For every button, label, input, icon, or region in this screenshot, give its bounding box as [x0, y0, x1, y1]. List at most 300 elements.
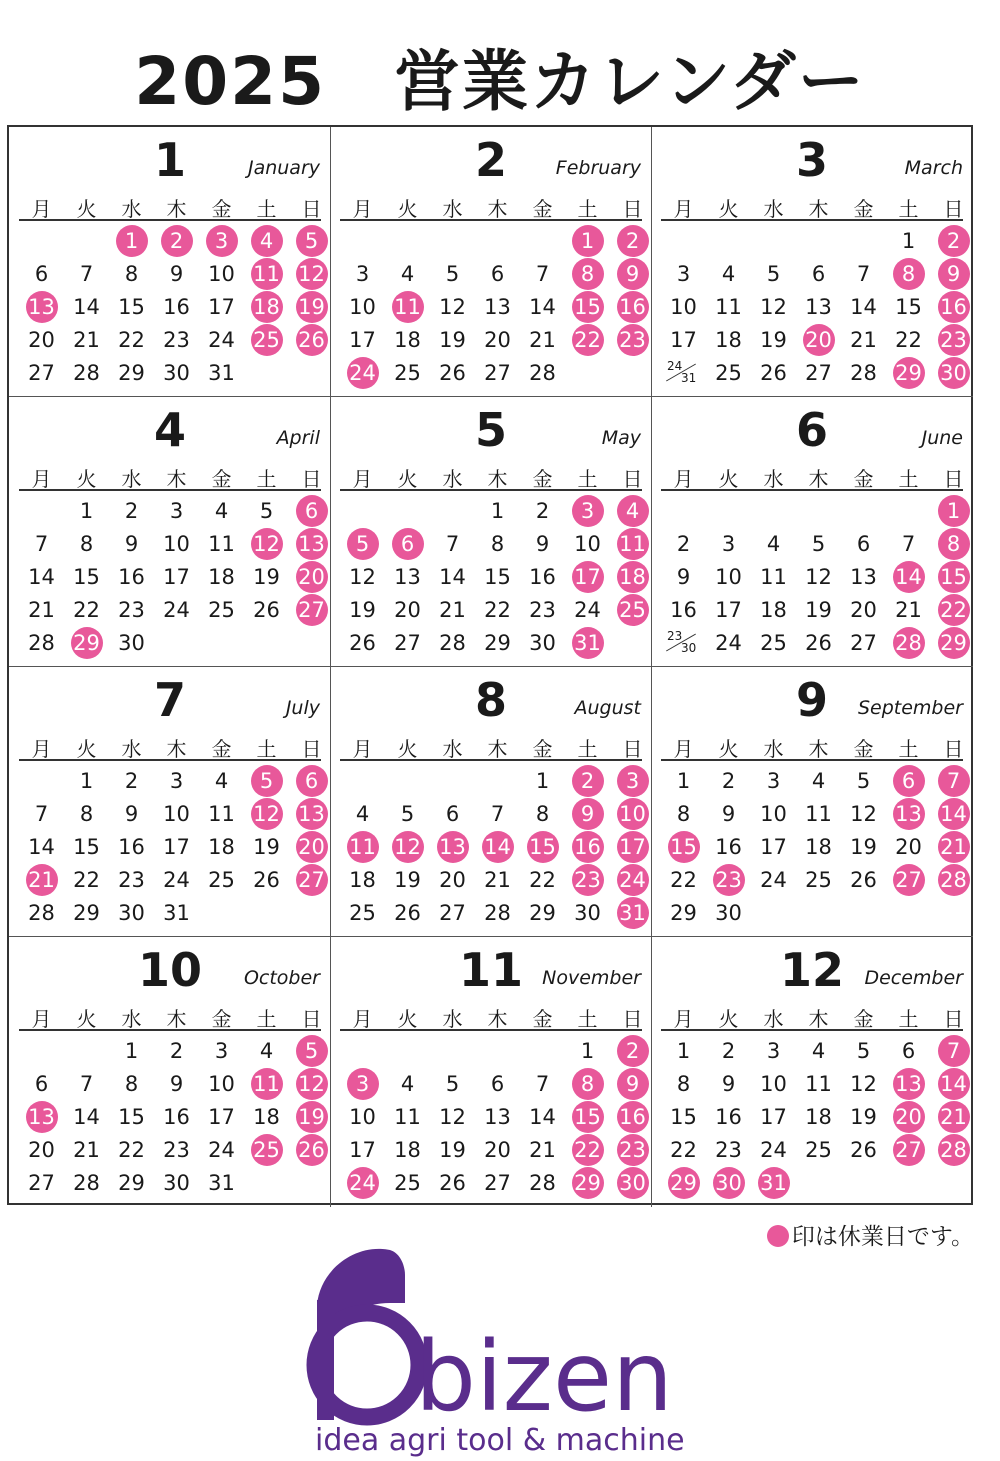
- day-cell: 30: [118, 901, 145, 925]
- day-cell-holiday: 5: [244, 765, 289, 798]
- day-cell: 19: [850, 835, 877, 859]
- day-cell-holiday: 18: [610, 561, 655, 594]
- day-cell: 12: [439, 295, 466, 319]
- month-name: April: [276, 427, 320, 449]
- day-cell: 19: [394, 868, 421, 892]
- day-cell: 15: [118, 1105, 145, 1129]
- weekday-header: 月: [352, 737, 373, 761]
- day-cell: 20: [28, 1138, 55, 1162]
- day-cell-holiday: 24: [340, 1167, 385, 1200]
- day-cell-holiday: 13: [289, 528, 334, 561]
- month-block-5: [330, 397, 652, 667]
- day-cell: 23: [163, 328, 190, 352]
- weekday-header: 火: [76, 737, 97, 761]
- weekday-header: 火: [397, 737, 418, 761]
- day-cell: 10: [208, 262, 235, 286]
- day-cell: 9: [535, 532, 550, 556]
- day-cell: 18: [760, 598, 787, 622]
- weekday-header: 水: [121, 737, 142, 761]
- day-cell: 21: [73, 328, 100, 352]
- weekday-header: 日: [943, 467, 964, 491]
- day-cell: 11: [208, 802, 235, 826]
- day-cell: 21: [895, 598, 922, 622]
- day-cell-holiday: 24: [340, 357, 385, 390]
- day-cell-holiday: 2: [154, 225, 199, 258]
- day-cell: 31: [208, 1171, 235, 1195]
- day-cell: 1: [580, 1039, 595, 1063]
- month-block-11: [330, 937, 652, 1207]
- weekday-header: 水: [442, 467, 463, 491]
- day-cell: 30: [163, 1171, 190, 1195]
- day-cell: 7: [79, 262, 94, 286]
- day-cell: 22: [670, 1138, 697, 1162]
- day-cell: 29: [73, 901, 100, 925]
- day-cell: 26: [253, 868, 280, 892]
- weekday-header: 水: [121, 1007, 142, 1031]
- day-cell: 5: [766, 262, 781, 286]
- day-cell: 18: [253, 1105, 280, 1129]
- month-number: 8: [474, 673, 507, 727]
- holiday-legend: [767, 1218, 974, 1251]
- day-cell-holiday: 2: [565, 765, 610, 798]
- day-cell: 24: [760, 1138, 787, 1162]
- day-cell-holiday: 11: [385, 291, 430, 324]
- day-cell: 28: [850, 361, 877, 385]
- day-cell: 11: [394, 1105, 421, 1129]
- weekday-header: 土: [898, 737, 919, 761]
- weekday-header: 金: [853, 197, 874, 221]
- month-block-10: [9, 937, 331, 1207]
- day-cell: 21: [439, 598, 466, 622]
- day-cell-holiday: 18: [244, 291, 289, 324]
- day-cell-holiday: 13: [886, 1068, 931, 1101]
- day-cell-holiday: 13: [430, 831, 475, 864]
- day-cell-holiday: 3: [340, 1068, 385, 1101]
- day-cell: 8: [124, 262, 139, 286]
- day-cell-holiday: 16: [931, 291, 976, 324]
- day-cell: 25: [394, 361, 421, 385]
- day-cell-holiday: 8: [931, 528, 976, 561]
- day-cell: 13: [805, 295, 832, 319]
- weekday-header: 土: [256, 197, 277, 221]
- day-cell: 17: [208, 295, 235, 319]
- month-block-3: [651, 127, 973, 397]
- day-cell-holiday: 15: [565, 291, 610, 324]
- weekday-divider: [19, 219, 321, 221]
- day-cell: 30: [118, 631, 145, 655]
- weekday-header: 月: [31, 1007, 52, 1031]
- day-cell: 28: [529, 361, 556, 385]
- day-cell: 3: [169, 499, 184, 523]
- day-cell: 7: [490, 802, 505, 826]
- month-name: November: [542, 967, 641, 989]
- day-cell-holiday: 29: [661, 1167, 706, 1200]
- day-cell-holiday: 3: [565, 495, 610, 528]
- day-cell-holiday: 12: [385, 831, 430, 864]
- month-block-7: [9, 667, 331, 937]
- weekday-header: 金: [211, 1007, 232, 1031]
- day-cell: 1: [490, 499, 505, 523]
- day-cell: 21: [73, 1138, 100, 1162]
- weekday-header: 日: [622, 737, 643, 761]
- day-cell: 13: [394, 565, 421, 589]
- day-cell: 13: [484, 1105, 511, 1129]
- day-cell: 7: [445, 532, 460, 556]
- day-cell: 20: [484, 328, 511, 352]
- weekday-header: 日: [622, 197, 643, 221]
- month-number: 5: [474, 403, 507, 457]
- day-cell-holiday: 20: [289, 831, 334, 864]
- day-cell: 9: [721, 802, 736, 826]
- day-cell-holiday: 14: [475, 831, 520, 864]
- weekday-header: 土: [577, 737, 598, 761]
- weekday-header: 火: [397, 1007, 418, 1031]
- day-cell: 27: [28, 1171, 55, 1195]
- day-cell: 21: [484, 868, 511, 892]
- day-cell: 12: [760, 295, 787, 319]
- weekday-header: 金: [211, 737, 232, 761]
- weekday-header: 月: [673, 467, 694, 491]
- day-cell-holiday: 16: [565, 831, 610, 864]
- day-cell-holiday: 27: [289, 594, 334, 627]
- day-cell: 16: [163, 1105, 190, 1129]
- day-cell: 5: [856, 769, 871, 793]
- day-cell: 21: [529, 1138, 556, 1162]
- day-cell: 25: [805, 868, 832, 892]
- day-cell: 1: [79, 499, 94, 523]
- day-cell: 16: [118, 835, 145, 859]
- day-cell-holiday: 16: [610, 291, 655, 324]
- weekday-header: 月: [31, 737, 52, 761]
- day-cell: 25: [208, 598, 235, 622]
- weekday-header: 木: [487, 197, 508, 221]
- day-cell: 10: [208, 1072, 235, 1096]
- day-cell-holiday: 24: [610, 864, 655, 897]
- day-cell: 23: [163, 1138, 190, 1162]
- day-cell: 17: [715, 598, 742, 622]
- weekday-header: 水: [442, 737, 463, 761]
- day-cell: 5: [445, 1072, 460, 1096]
- weekday-header: 土: [577, 1007, 598, 1031]
- day-cell: 18: [208, 565, 235, 589]
- weekday-header: 水: [763, 737, 784, 761]
- day-cell: 10: [574, 532, 601, 556]
- weekday-header: 金: [211, 197, 232, 221]
- day-cell: 17: [760, 835, 787, 859]
- day-cell-holiday: 28: [931, 1134, 976, 1167]
- month-number: 10: [137, 943, 202, 997]
- day-cell: 7: [535, 1072, 550, 1096]
- logo-tagline: idea agri tool & machine: [315, 1423, 685, 1458]
- day-cell-holiday: 9: [610, 258, 655, 291]
- weekday-header: 木: [808, 737, 829, 761]
- day-cell: 26: [253, 598, 280, 622]
- day-cell: 2: [721, 1039, 736, 1063]
- day-cell-holiday: 12: [244, 528, 289, 561]
- month-name: February: [555, 157, 641, 179]
- day-cell: 18: [208, 835, 235, 859]
- day-cell: 8: [124, 1072, 139, 1096]
- day-cell: 22: [895, 328, 922, 352]
- weekday-header: 金: [853, 1007, 874, 1031]
- day-cell: 4: [811, 769, 826, 793]
- day-cell: 12: [439, 1105, 466, 1129]
- day-cell: 3: [355, 262, 370, 286]
- day-cell: 7: [535, 262, 550, 286]
- day-cell: 15: [670, 1105, 697, 1129]
- weekday-header: 木: [808, 467, 829, 491]
- day-cell: 19: [439, 328, 466, 352]
- day-cell: 5: [259, 499, 274, 523]
- day-cell-holiday: 28: [886, 627, 931, 660]
- weekday-header: 木: [808, 1007, 829, 1031]
- day-cell: 4: [400, 1072, 415, 1096]
- day-cell: 8: [676, 802, 691, 826]
- weekday-header: 月: [31, 467, 52, 491]
- day-cell: 24: [163, 598, 190, 622]
- day-cell: 15: [73, 565, 100, 589]
- weekday-header: 水: [442, 197, 463, 221]
- day-cell-holiday: 23: [610, 324, 655, 357]
- month-block-4: [9, 397, 331, 667]
- weekday-header: 木: [808, 197, 829, 221]
- day-cell-holiday: 25: [610, 594, 655, 627]
- weekday-header: 日: [301, 1007, 322, 1031]
- day-cell: 26: [394, 901, 421, 925]
- day-cell-holiday: 27: [289, 864, 334, 897]
- day-cell: 8: [535, 802, 550, 826]
- day-cell: 4: [214, 769, 229, 793]
- day-cell: 28: [73, 1171, 100, 1195]
- day-cell-holiday: 12: [244, 798, 289, 831]
- day-cell: 30: [163, 361, 190, 385]
- day-cell-holiday: 19: [289, 1101, 334, 1134]
- day-cell: 22: [118, 1138, 145, 1162]
- day-cell: 30: [529, 631, 556, 655]
- day-cell: 25: [805, 1138, 832, 1162]
- day-cell: 26: [439, 361, 466, 385]
- day-cell: 18: [805, 835, 832, 859]
- weekday-header: 火: [76, 197, 97, 221]
- day-cell-holiday: 13: [886, 798, 931, 831]
- day-cell: 17: [760, 1105, 787, 1129]
- day-cell: 10: [163, 802, 190, 826]
- weekday-divider: [340, 219, 642, 221]
- day-cell: 28: [73, 361, 100, 385]
- day-cell: 19: [253, 835, 280, 859]
- day-cell-holiday: 12: [289, 1068, 334, 1101]
- day-cell: 16: [529, 565, 556, 589]
- fraction-top: 24: [667, 359, 683, 373]
- weekday-header: 月: [31, 197, 52, 221]
- weekday-header: 土: [577, 197, 598, 221]
- day-cell: 3: [676, 262, 691, 286]
- day-cell: 29: [670, 901, 697, 925]
- day-cell: 12: [349, 565, 376, 589]
- day-cell: 12: [850, 802, 877, 826]
- day-cell: 7: [856, 262, 871, 286]
- day-cell: 5: [445, 262, 460, 286]
- weekday-header: 木: [166, 737, 187, 761]
- month-block-2: [330, 127, 652, 397]
- day-cell: 16: [715, 835, 742, 859]
- day-cell: 28: [484, 901, 511, 925]
- day-cell: 19: [253, 565, 280, 589]
- day-cell: 3: [766, 769, 781, 793]
- day-cell-holiday: 4: [610, 495, 655, 528]
- day-cell-holiday: 21: [931, 1101, 976, 1134]
- day-cell: 14: [73, 295, 100, 319]
- day-cell-holiday: 4: [244, 225, 289, 258]
- day-cell-holiday: 14: [886, 561, 931, 594]
- day-cell-holiday: 15: [661, 831, 706, 864]
- day-cell-holiday: 15: [565, 1101, 610, 1134]
- day-cell-holiday: 11: [340, 831, 385, 864]
- day-cell: 15: [484, 565, 511, 589]
- day-cell: 4: [766, 532, 781, 556]
- day-cell-holiday: 5: [340, 528, 385, 561]
- weekday-header: 日: [943, 1007, 964, 1031]
- day-cell: 7: [34, 532, 49, 556]
- day-cell: 25: [760, 631, 787, 655]
- day-cell: 27: [805, 361, 832, 385]
- day-cell: 26: [349, 631, 376, 655]
- day-cell-holiday: 29: [886, 357, 931, 390]
- day-cell: 9: [169, 1072, 184, 1096]
- day-cell-holiday: 30: [706, 1167, 751, 1200]
- day-cell-holiday: 12: [289, 258, 334, 291]
- weekday-header: 月: [673, 737, 694, 761]
- day-cell: 18: [715, 328, 742, 352]
- month-name: July: [285, 697, 320, 719]
- day-cell-holiday: 9: [565, 798, 610, 831]
- weekday-header: 月: [352, 197, 373, 221]
- month-name: September: [857, 697, 963, 719]
- day-cell-holiday: 23: [565, 864, 610, 897]
- day-cell: 11: [715, 295, 742, 319]
- day-cell: 27: [484, 361, 511, 385]
- day-cell: 19: [850, 1105, 877, 1129]
- day-cell-holiday: 25: [244, 324, 289, 357]
- day-cell: 11: [805, 802, 832, 826]
- day-cell: 2: [721, 769, 736, 793]
- weekday-divider: [661, 219, 963, 221]
- day-cell: 21: [28, 598, 55, 622]
- weekday-divider: [340, 489, 642, 491]
- day-cell: 10: [715, 565, 742, 589]
- weekday-divider: [19, 759, 321, 761]
- day-cell: 8: [79, 802, 94, 826]
- day-cell-holiday: 15: [520, 831, 565, 864]
- day-cell: 3: [721, 532, 736, 556]
- day-cell-holiday: 7: [931, 765, 976, 798]
- weekday-header: 火: [718, 467, 739, 491]
- weekday-header: 日: [622, 1007, 643, 1031]
- day-cell-holiday: 1: [109, 225, 154, 258]
- day-cell: 1: [676, 769, 691, 793]
- day-cell: 24: [163, 868, 190, 892]
- day-cell: 28: [28, 631, 55, 655]
- day-cell: 17: [349, 1138, 376, 1162]
- day-cell: 25: [715, 361, 742, 385]
- day-cell: 4: [214, 499, 229, 523]
- bizen-logo: [295, 1245, 715, 1460]
- day-cell: 26: [805, 631, 832, 655]
- day-cell: 23: [118, 868, 145, 892]
- day-cell-holiday: 20: [886, 1101, 931, 1134]
- day-cell-holiday: 17: [610, 831, 655, 864]
- day-cell-holiday: 8: [565, 258, 610, 291]
- day-cell: 6: [34, 262, 49, 286]
- month-number: 3: [795, 133, 828, 187]
- day-cell-holiday: 13: [19, 1101, 64, 1134]
- day-cell: 1: [901, 229, 916, 253]
- month-name: May: [601, 427, 641, 449]
- day-cell: 27: [394, 631, 421, 655]
- day-cell: 14: [439, 565, 466, 589]
- month-block-1: [9, 127, 331, 397]
- weekday-header: 日: [301, 467, 322, 491]
- month-block-8: [330, 667, 652, 937]
- day-cell: 16: [715, 1105, 742, 1129]
- day-cell: 23: [715, 1138, 742, 1162]
- day-cell-combined: [661, 357, 706, 390]
- day-cell: 7: [79, 1072, 94, 1096]
- day-cell: 17: [208, 1105, 235, 1129]
- weekday-header: 火: [397, 197, 418, 221]
- day-cell: 6: [445, 802, 460, 826]
- day-cell: 26: [439, 1171, 466, 1195]
- day-cell: 8: [79, 532, 94, 556]
- day-cell: 2: [124, 769, 139, 793]
- day-cell: 16: [670, 598, 697, 622]
- month-name: January: [247, 157, 320, 179]
- day-cell-holiday: 6: [289, 765, 334, 798]
- day-cell: 5: [856, 1039, 871, 1063]
- weekday-header: 金: [532, 1007, 553, 1031]
- weekday-header: 木: [487, 737, 508, 761]
- weekday-header: 水: [763, 1007, 784, 1031]
- day-cell: 2: [535, 499, 550, 523]
- weekday-header: 水: [763, 197, 784, 221]
- month-number: 11: [458, 943, 523, 997]
- day-cell: 18: [394, 1138, 421, 1162]
- day-cell-holiday: 21: [19, 864, 64, 897]
- day-cell: 10: [760, 1072, 787, 1096]
- day-cell-holiday: 15: [931, 561, 976, 594]
- day-cell: 18: [805, 1105, 832, 1129]
- month-number: 12: [779, 943, 844, 997]
- day-cell: 12: [850, 1072, 877, 1096]
- day-cell: 7: [34, 802, 49, 826]
- month-number: 1: [153, 133, 186, 187]
- day-cell: 16: [163, 295, 190, 319]
- weekday-header: 水: [121, 467, 142, 491]
- weekday-header: 金: [532, 737, 553, 761]
- day-cell-holiday: 6: [886, 765, 931, 798]
- day-cell: 5: [400, 802, 415, 826]
- day-cell: 26: [850, 868, 877, 892]
- day-cell-holiday: 26: [289, 324, 334, 357]
- day-cell: 6: [490, 1072, 505, 1096]
- day-cell: 1: [676, 1039, 691, 1063]
- day-cell: 21: [529, 328, 556, 352]
- day-cell: 20: [394, 598, 421, 622]
- day-cell-holiday: 6: [289, 495, 334, 528]
- day-cell-holiday: 10: [610, 798, 655, 831]
- weekday-header: 火: [76, 467, 97, 491]
- holiday-legend-text: 印は休業日です。: [791, 1224, 974, 1250]
